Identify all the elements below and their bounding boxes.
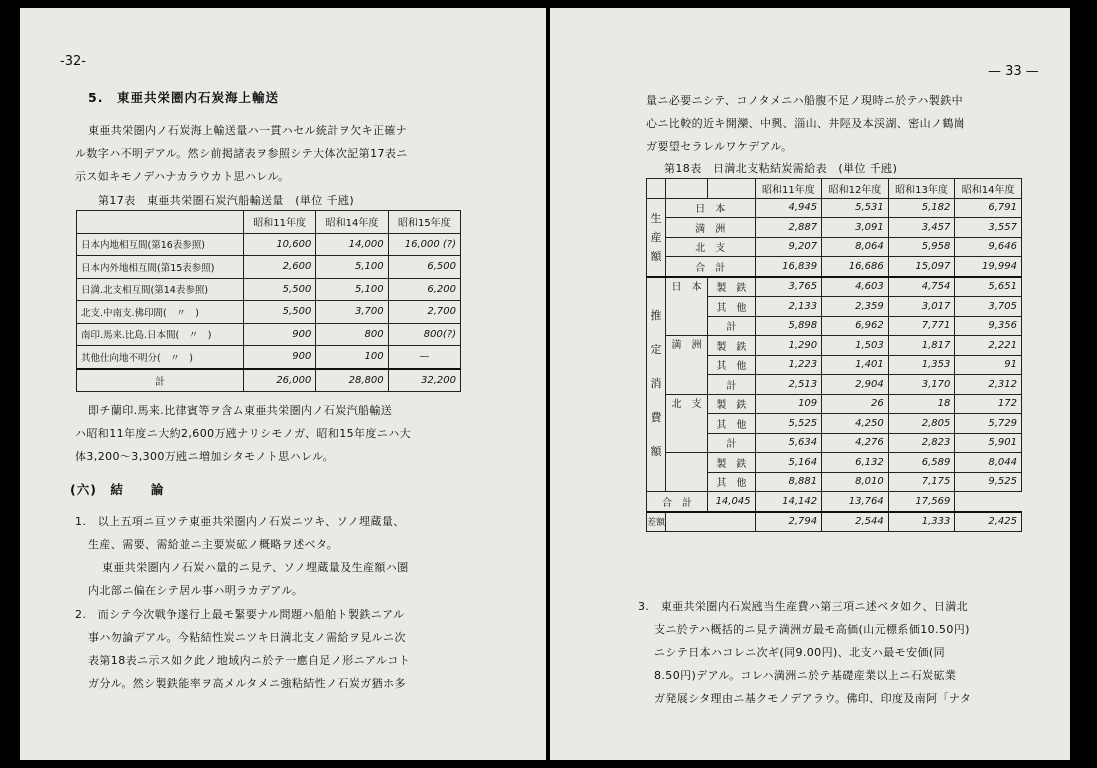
cell-value: 900 [243,346,315,369]
cell-value: 8,044 [955,453,1022,473]
table-row [77,278,461,301]
cell-value: 26 [822,394,889,414]
table-balance-row [647,512,1022,532]
table-row [647,492,1022,512]
cell-value: 91 [955,355,1022,375]
cell-value: 5,500 [243,301,315,324]
cell-value: 19,994 [955,257,1022,277]
row-label: 其 他 [708,355,755,375]
cell-value: 16,839 [755,257,822,277]
paragraph-line: 8.50円)デアル。コレハ満洲ニ於テ基礎産業以上ニ石炭砿業 [654,669,957,682]
paragraph-line: 2. 而シテ今次戦争遂行上最モ緊要ナル問題ハ船舶ト製鉄ニアル [75,608,405,621]
cell-value: 2,312 [955,375,1022,395]
cell-value: 2,221 [955,336,1022,356]
cell-value: 6,589 [888,453,955,473]
row-label: 差額 [647,512,666,532]
table-row [77,346,461,369]
cell-value: 4,250 [822,414,889,434]
region-label: 日 本 [666,277,708,336]
cell-value: 10,600 [243,233,315,256]
table-row [647,453,1022,473]
row-label: 日満.北支相互間(第14表参照) [77,278,244,301]
cell-value: 5,531 [822,198,889,218]
cell-value: 2,359 [822,297,889,317]
table-row [647,336,1022,356]
cell-value: 2,887 [755,218,822,238]
cell-value: 6,200 [388,278,460,301]
cell-value: 32,200 [388,369,460,392]
cell-value: 7,771 [888,316,955,336]
table-row [647,277,1022,297]
cell-value: 9,525 [955,472,1022,492]
cell-value: 3,557 [955,218,1022,238]
row-label: 合 計 [647,492,708,512]
row-label: 製 鉄 [708,394,755,414]
cell-value: 2,544 [822,512,889,532]
region-label: 満 洲 [666,336,708,395]
cell-value: 13,764 [822,492,889,512]
row-label: 満 洲 [666,218,756,238]
cell-value: 18 [888,394,955,414]
row-label: 南印.馬来.比島.日本間( 〃 ) [77,323,244,346]
cell-value: 2,794 [755,512,822,532]
cell-value: 6,500 [388,256,460,279]
paragraph-line: 東亜共栄圏内ノ石炭ハ量的ニ見テ、ソノ埋蔵量及生産額ハ圏 [102,561,409,574]
table-header: 昭和15年度 [388,211,460,234]
cell-value: 6,962 [822,316,889,336]
cell-value: 2,133 [755,297,822,317]
cell-value: 6,132 [822,453,889,473]
row-label: 其 他 [708,472,755,492]
cell-value: 2,823 [888,433,955,453]
cell-value: 3,170 [888,375,955,395]
paragraph-line: ハ昭和11年度ニ大約2,600万瓲ナリシモノガ、昭和15年度ニハ大 [75,427,412,440]
row-label: 計 [77,369,244,392]
paragraph-line: 3. 東亜共栄圏内石炭瓲当生産費ハ第三項ニ述ベタ如ク、日満北 [638,600,969,613]
paragraph-line: 表第18表ニ示ス如ク此ノ地域内ニ於テ一應自足ノ形ニアルコト [88,654,411,667]
cell-value: 1,503 [822,336,889,356]
cell-value: 2,513 [755,375,822,395]
paragraph-line: 生産、需要、需給並ニ主要炭砿ノ概略ヲ述ベタ。 [88,538,339,551]
cell-value: 2,700 [388,301,460,324]
row-label: 計 [708,433,755,453]
table-header: 昭和11年度 [243,211,315,234]
paragraph-line: ル数字ハ不明デアル。然シ前掲諸表ヲ参照シテ大体次記第17表ニ [75,147,408,160]
row-label: 製 鉄 [708,277,755,297]
cell-value: 1,290 [755,336,822,356]
table-caption: 第17表 東亜共栄圏石炭汽船輸送量 (単位 千瓲) [98,194,355,207]
page-number: — 33 — [988,64,1039,79]
paragraph-line: 内北部ニ偏在シテ居ル事ハ明ラカデアル。 [88,584,304,597]
table-row [647,198,1022,218]
cell-value: 9,646 [955,237,1022,257]
paragraph-line: 事ハ勿論デアル。今粘結性炭ニツキ日満北支ノ需給ヲ見ルニ次 [88,631,406,644]
cell-value: 3,457 [888,218,955,238]
cell-value: 3,700 [316,301,388,324]
cell-value: 5,100 [316,278,388,301]
row-label: 其他仕向地不明分( 〃 ) [77,346,244,369]
group-label: 推定消費額 [647,277,666,492]
cell-value: 1,223 [755,355,822,375]
row-label: 其 他 [708,414,755,434]
cell-value: 800 [316,323,388,346]
row-label: 合 計 [666,257,756,277]
cell-value: 14,142 [755,492,822,512]
cell-value: 26,000 [243,369,315,392]
cell-value: 2,805 [888,414,955,434]
cell-value: 100 [316,346,388,369]
cell-value: 2,904 [822,375,889,395]
cell-value: 16,000 (?) [388,233,460,256]
row-label: 製 鉄 [708,453,755,473]
cell-value: 3,017 [888,297,955,317]
table-header: 昭和12年度 [822,179,889,199]
row-label: 其 他 [708,297,755,317]
cell-value: 5,100 [316,256,388,279]
table-header: 昭和13年度 [888,179,955,199]
cell-value: 1,353 [888,355,955,375]
cell-value: 9,207 [755,237,822,257]
cell-value: 14,000 [316,233,388,256]
cell-value: 5,898 [755,316,822,336]
table-17 [76,210,461,392]
row-label: 北支.中南支.佛印間( 〃 ) [77,301,244,324]
cell-value: 2,425 [955,512,1022,532]
cell-value: 4,754 [888,277,955,297]
region-label: 北 支 [666,394,708,453]
row-label: 日 本 [666,198,756,218]
paragraph-line: 1. 以上五項ニ亘ツテ東亜共栄圏内ノ石炭ニツキ、ソノ埋蔵量、 [75,515,405,528]
table-header: 昭和11年度 [755,179,822,199]
table-row [647,394,1022,414]
row-label: 日本内地相互間(第16表参照) [77,233,244,256]
row-label: 製 鉄 [708,336,755,356]
paragraph-line: 支ニ於テハ概括的ニ見テ満洲ガ最モ高価(山元標系価10.50円) [654,623,970,636]
right-page [550,8,1070,760]
cell-value: 16,686 [822,257,889,277]
cell-value: 5,901 [955,433,1022,453]
paragraph-line: 心ニ比較的近キ開灤、中興、淄山、井陘及本渓湖、密山ノ鶴崗 [646,117,966,130]
cell-value: 8,010 [822,472,889,492]
cell-value: 2,600 [243,256,315,279]
row-label: 計 [708,316,755,336]
cell-value: 1,401 [822,355,889,375]
cell-value: 7,175 [888,472,955,492]
cell-value: 3,705 [955,297,1022,317]
cell-value: 5,651 [955,277,1022,297]
cell-value: 109 [755,394,822,414]
cell-value: 800(?) [388,323,460,346]
table-18 [646,178,1022,532]
paragraph-line: 体3,200～3,300万瓲ニ増加シタモノト思ハレル。 [75,450,335,463]
cell-value: 1,333 [888,512,955,532]
table-row [647,257,1022,277]
cell-value: 5,182 [888,198,955,218]
section-heading: 5. 東亜共栄圏内石炭海上輸送 [88,90,279,105]
table-row [77,233,461,256]
cell-value: 5,500 [243,278,315,301]
cell-value: 8,064 [822,237,889,257]
table-header: 昭和14年度 [316,211,388,234]
paragraph-line: 示ス如キモノデハナカラウカト思ハレル。 [75,170,290,183]
paragraph-line: ガ発展シタ理由ニ基クモノデアラウ。佛印、印度及南阿「ナタ [654,692,972,705]
cell-value: 17,569 [888,492,955,512]
cell-value: — [388,346,460,369]
table-header: 昭和14年度 [955,179,1022,199]
cell-value: 15,097 [888,257,955,277]
cell-value: 5,525 [755,414,822,434]
paragraph-line: 東亜共栄圏内ノ石炭海上輸送量ハ一貫ハセル統計ヲ欠キ正確ナ [88,124,408,137]
cell-value: 4,276 [822,433,889,453]
table-row [647,237,1022,257]
cell-value: 14,045 [708,492,755,512]
cell-value: 5,164 [755,453,822,473]
row-label: 日本内外地相互間(第15表参照) [77,256,244,279]
cell-value: 9,356 [955,316,1022,336]
table-row [77,301,461,324]
row-label: 北 支 [666,237,756,257]
cell-value: 6,791 [955,198,1022,218]
row-label: 計 [708,375,755,395]
cell-value: 3,765 [755,277,822,297]
cell-value: 5,958 [888,237,955,257]
table-row [77,256,461,279]
table-row [77,323,461,346]
group-label: 生産額 [647,198,666,277]
cell-value: 172 [955,394,1022,414]
cell-value: 5,729 [955,414,1022,434]
cell-value: 900 [243,323,315,346]
paragraph-line: ガ要望セラレルワケデアル。 [646,140,793,153]
cell-value: 4,603 [822,277,889,297]
table-row [647,218,1022,238]
cell-value: 5,634 [755,433,822,453]
left-page [20,8,546,760]
table-total-row [77,369,461,392]
paragraph-line: ニシテ日本ハコレニ次ギ(同9.00円)、北支ハ最モ安価(同 [654,646,945,659]
cell-value: 28,800 [316,369,388,392]
section-title: (六) 結 論 [70,482,165,497]
cell-value: 1,817 [888,336,955,356]
cell-value: 4,945 [755,198,822,218]
paragraph-line: 即チ蘭印.馬来.比律賓等ヲ含ム東亜共栄圏内ノ石炭汽船輸送 [88,404,393,417]
cell-value: 3,091 [822,218,889,238]
table-header [77,211,244,234]
table-caption: 第18表 日満北支粘結炭需給表 (単位 千瓲) [664,162,898,175]
paragraph-line: 量ニ必要ニシテ、コノタメニハ船腹不足ノ現時ニ於テハ製鉄中 [646,94,963,107]
cell-value: 8,881 [755,472,822,492]
page-number: -32- [60,54,86,69]
paragraph-line: ガ分ル。然シ製鉄能率ヲ高メルタメニ強粘結性ノ石炭ガ猶ホ多 [88,677,406,690]
